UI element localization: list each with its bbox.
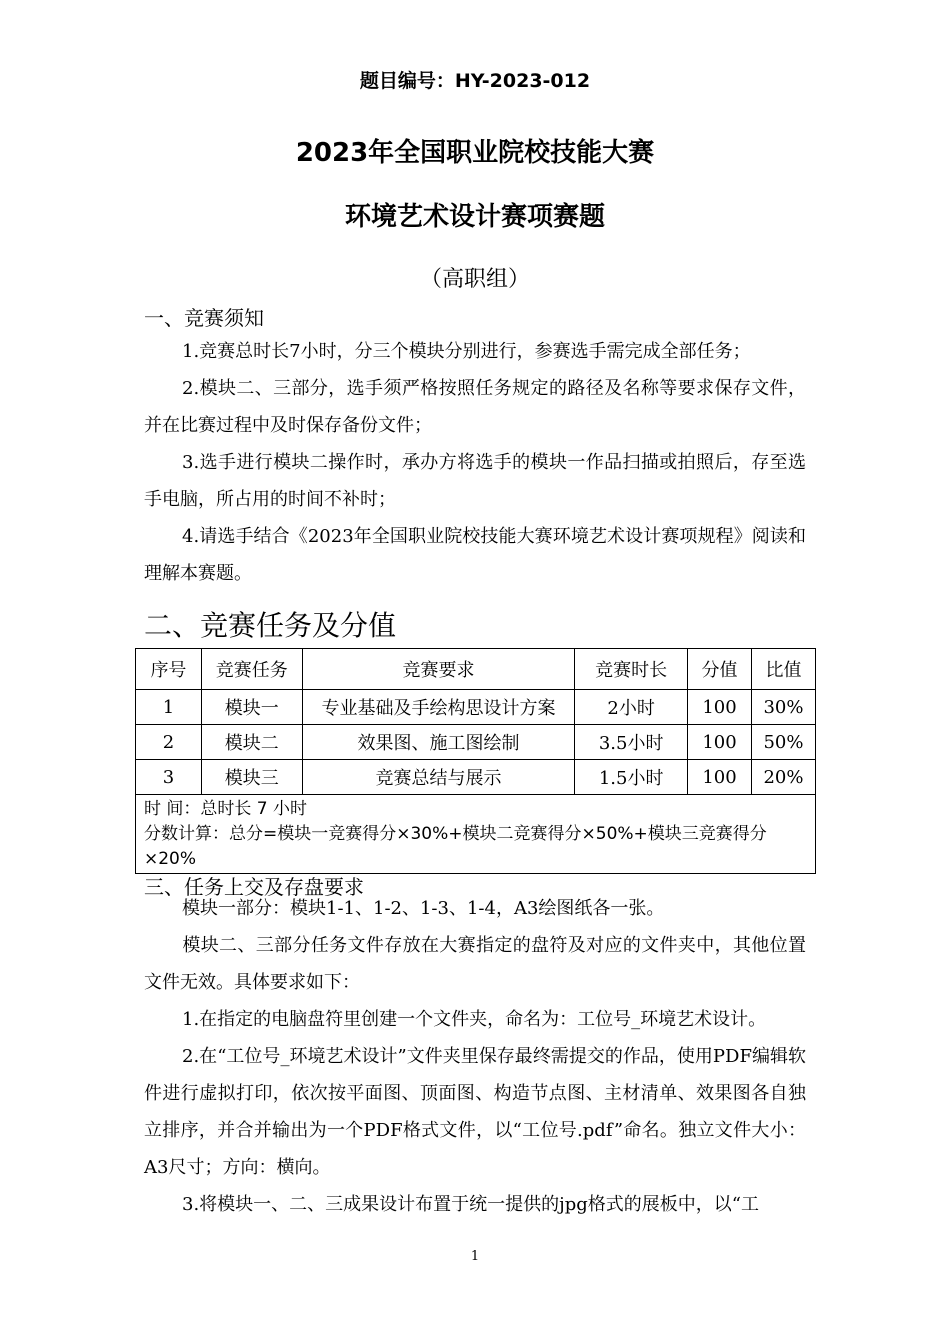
note-score-formula: 分数计算：总分=模块一竞赛得分×30%+模块二竞赛得分×50%+模块三竞赛得分×20% xyxy=(144,824,767,869)
cell-requirement: 竞赛总结与展示 xyxy=(302,760,575,795)
cell-requirement: 专业基础及手绘构思设计方案 xyxy=(302,690,575,725)
page-subtitle: 环境艺术设计赛项赛题 xyxy=(344,202,605,232)
section1-heading: 一、竞赛须知 xyxy=(144,306,264,330)
cell-index: 2 xyxy=(136,725,202,760)
section3-item-4: 2.在“工位号_环境艺术设计”文件夹里保存最终需提交的作品，使用PDF编辑软件进行虚拟打印，依次按平面图、顶面图、构造节点图、主材清单、效果图各自独立排序，并合并输出为一个PDF格式文件，以“工位号.pdf”命名。独立文件大小：A3尺寸；方向：横向。 xyxy=(144,1046,806,1178)
section3-heading: 三、任务上交及存盘要求 xyxy=(144,875,364,899)
cell-duration: 1.5小时 xyxy=(575,760,688,795)
group-label: （高职组） xyxy=(419,267,530,292)
cell-duration: 2小时 xyxy=(575,690,688,725)
note-total-time: 时 间：总时长 7 小时 xyxy=(144,799,308,819)
section1-item-2: 2.模块二、三部分，选手须严格按照任务规定的路径及名称等要求保存文件，并在比赛过程中及时保存备份文件； xyxy=(144,378,806,436)
cell-duration: 3.5小时 xyxy=(575,725,688,760)
section3-item-1: 模块一部分：模块1-1、1-2、1-3、1-4，A3绘图纸各一张。 xyxy=(182,898,665,919)
cell-index: 1 xyxy=(136,690,202,725)
col-header-ratio: 比值 xyxy=(752,649,816,690)
col-header-task: 竞赛任务 xyxy=(201,649,302,690)
table-row xyxy=(136,760,816,795)
section3-item-3: 1.在指定的电脑盘符里创建一个文件夹，命名为：工位号_环境艺术设计。 xyxy=(182,1009,767,1030)
section3-item-5: 3.将模块一、二、三成果设计布置于统一提供的jpg格式的展板中，以“工 xyxy=(182,1194,759,1215)
section1-item-3: 3.选手进行模块二操作时，承办方将选手的模块一作品扫描或拍照后，存至选手电脑，所占用的时间不补时； xyxy=(144,452,806,510)
section3-item-2: 模块二、三部分任务文件存放在大赛指定的盘符及对应的文件夹中，其他位置文件无效。具体要求如下： xyxy=(144,935,806,993)
col-header-duration: 竞赛时长 xyxy=(575,649,688,690)
page-number: 1 xyxy=(470,1249,480,1264)
section1-item-1: 1.竞赛总时长7小时，分三个模块分别进行，参赛选手需完成全部任务； xyxy=(182,341,751,362)
cell-ratio: 30% xyxy=(752,690,816,725)
cell-task: 模块三 xyxy=(201,760,302,795)
cell-ratio: 50% xyxy=(752,725,816,760)
cell-index: 3 xyxy=(136,760,202,795)
section2-heading: 二、竞赛任务及分值 xyxy=(144,609,397,642)
col-header-score: 分值 xyxy=(688,649,752,690)
table-note xyxy=(136,795,816,874)
task-table xyxy=(135,648,816,874)
table-row xyxy=(136,690,816,725)
cell-score: 100 xyxy=(688,760,752,795)
table-note-row xyxy=(136,795,816,874)
col-header-index: 序号 xyxy=(136,649,202,690)
cell-task: 模块二 xyxy=(201,725,302,760)
cell-ratio: 20% xyxy=(752,760,816,795)
table-header-row xyxy=(136,649,816,690)
cell-requirement: 效果图、施工图绘制 xyxy=(302,725,575,760)
section1-item-4: 4.请选手结合《2023年全国职业院校技能大赛环境艺术设计赛项规程》阅读和理解本赛题。 xyxy=(144,526,806,584)
cell-score: 100 xyxy=(688,725,752,760)
cell-task: 模块一 xyxy=(201,690,302,725)
table-row xyxy=(136,725,816,760)
question-code: 题目编号：HY-2023-012 xyxy=(359,70,591,92)
page-title: 2023年全国职业院校技能大赛 xyxy=(295,138,655,168)
cell-score: 100 xyxy=(688,690,752,725)
col-header-requirement: 竞赛要求 xyxy=(302,649,575,690)
